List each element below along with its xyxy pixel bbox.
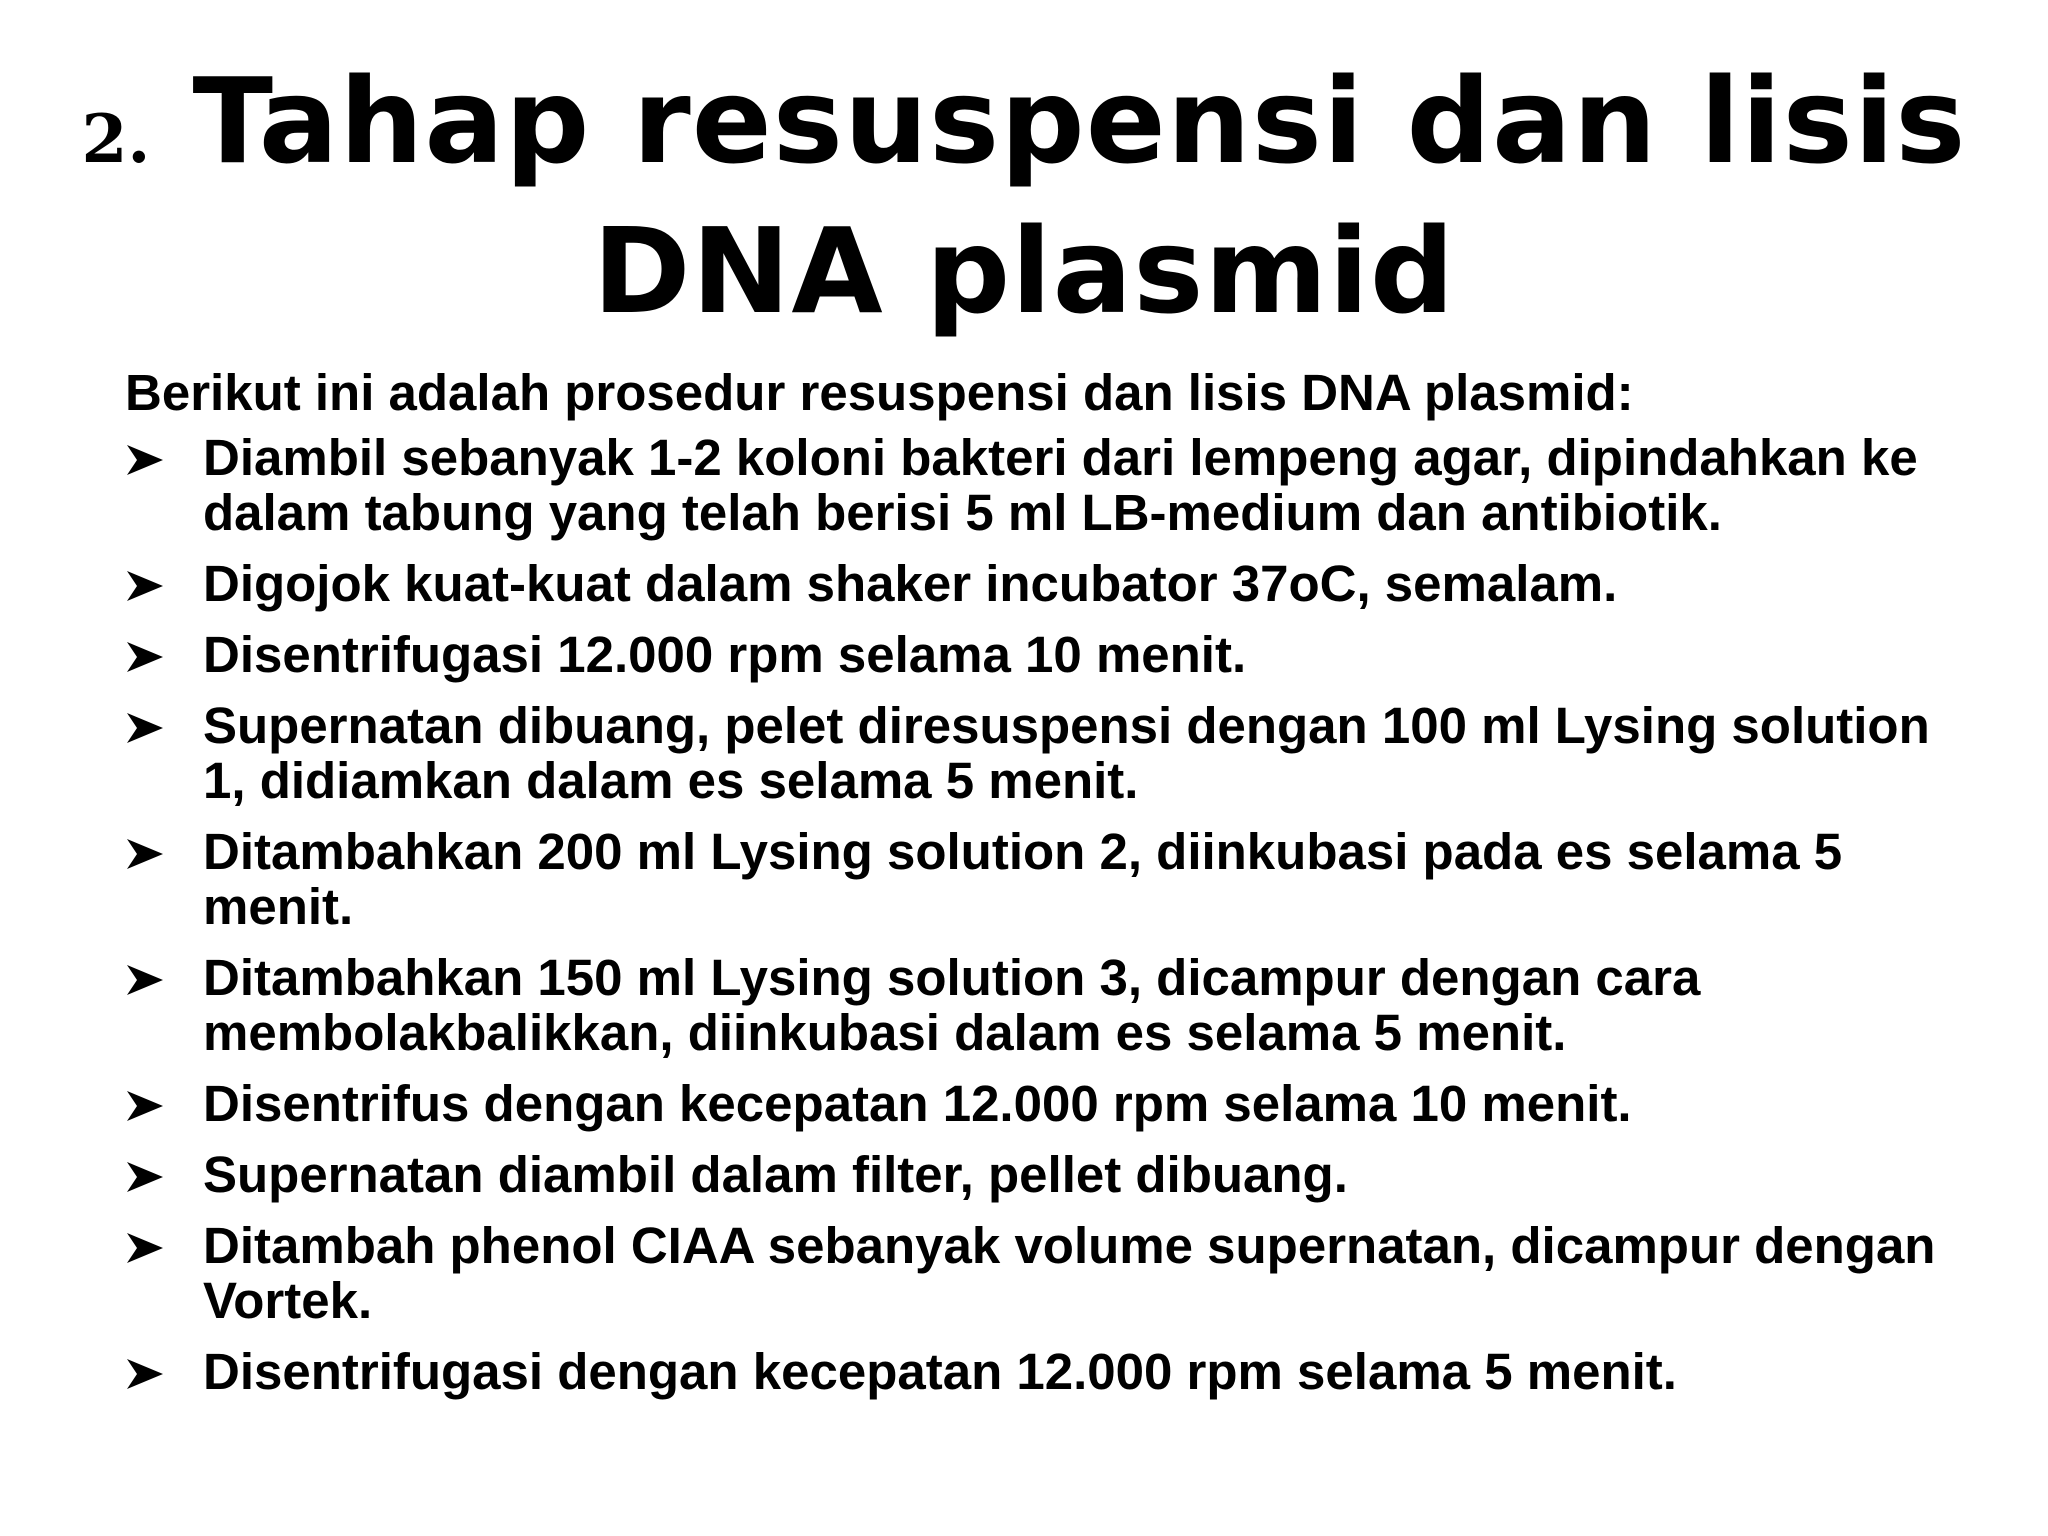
arrowhead-bullet-icon <box>125 711 165 745</box>
list-item <box>125 950 1965 1060</box>
steps-list <box>125 430 1965 1399</box>
step-text: Disentrifugasi 12.000 rpm selama 10 menit. <box>203 626 1247 683</box>
slide-title <box>60 52 1988 340</box>
step-text: Digojok kuat-kuat dalam shaker incubator 37oC, semalam. <box>203 555 1618 612</box>
step-text: Supernatan dibuang, pelet diresuspensi dengan 100 ml Lysing solution 1, didiamkan dalam es selama 5 menit. <box>203 697 1930 809</box>
step-text: Diambil sebanyak 1-2 koloni bakteri dari lempeng agar, dipindahkan ke dalam tabung yang telah berisi 5 ml LB-medium dan antibiotik. <box>203 429 1918 541</box>
arrowhead-bullet-icon <box>125 640 165 674</box>
arrowhead-bullet-icon <box>125 963 165 997</box>
arrowhead-bullet-icon <box>125 443 165 477</box>
list-item <box>125 627 1965 682</box>
title-text: Tahap resuspensi dan lisis DNA plasmid <box>192 52 1967 340</box>
arrowhead-bullet-icon <box>125 1231 165 1265</box>
list-item <box>125 430 1965 540</box>
slide-body <box>125 365 1965 1415</box>
title-number: 2. <box>81 100 151 178</box>
intro-text: Berikut ini adalah prosedur resuspensi dan lisis DNA plasmid: <box>125 364 1634 421</box>
arrowhead-bullet-icon <box>125 1357 165 1391</box>
list-item <box>125 824 1965 934</box>
arrowhead-bullet-icon <box>125 837 165 871</box>
step-text: Disentrifugasi dengan kecepatan 12.000 rpm selama 5 menit. <box>203 1343 1677 1400</box>
list-item <box>125 698 1965 808</box>
step-text: Ditambahkan 150 ml Lysing solution 3, dicampur dengan cara membolakbalikkan, diinkubasi dalam es selama 5 menit. <box>203 949 1701 1061</box>
step-text: Supernatan diambil dalam filter, pellet dibuang. <box>203 1146 1348 1203</box>
list-item <box>125 1147 1965 1202</box>
step-text: Ditambah phenol CIAA sebanyak volume supernatan, dicampur dengan Vortek. <box>203 1217 1936 1329</box>
list-item <box>125 1344 1965 1399</box>
step-text: Disentrifus dengan kecepatan 12.000 rpm selama 10 menit. <box>203 1075 1632 1132</box>
arrowhead-bullet-icon <box>125 1089 165 1123</box>
list-item <box>125 1218 1965 1328</box>
arrowhead-bullet-icon <box>125 569 165 603</box>
list-item <box>125 556 1965 611</box>
list-item <box>125 1076 1965 1131</box>
step-text: Ditambahkan 200 ml Lysing solution 2, diinkubasi pada es selama 5 menit. <box>203 823 1843 935</box>
arrowhead-bullet-icon <box>125 1160 165 1194</box>
